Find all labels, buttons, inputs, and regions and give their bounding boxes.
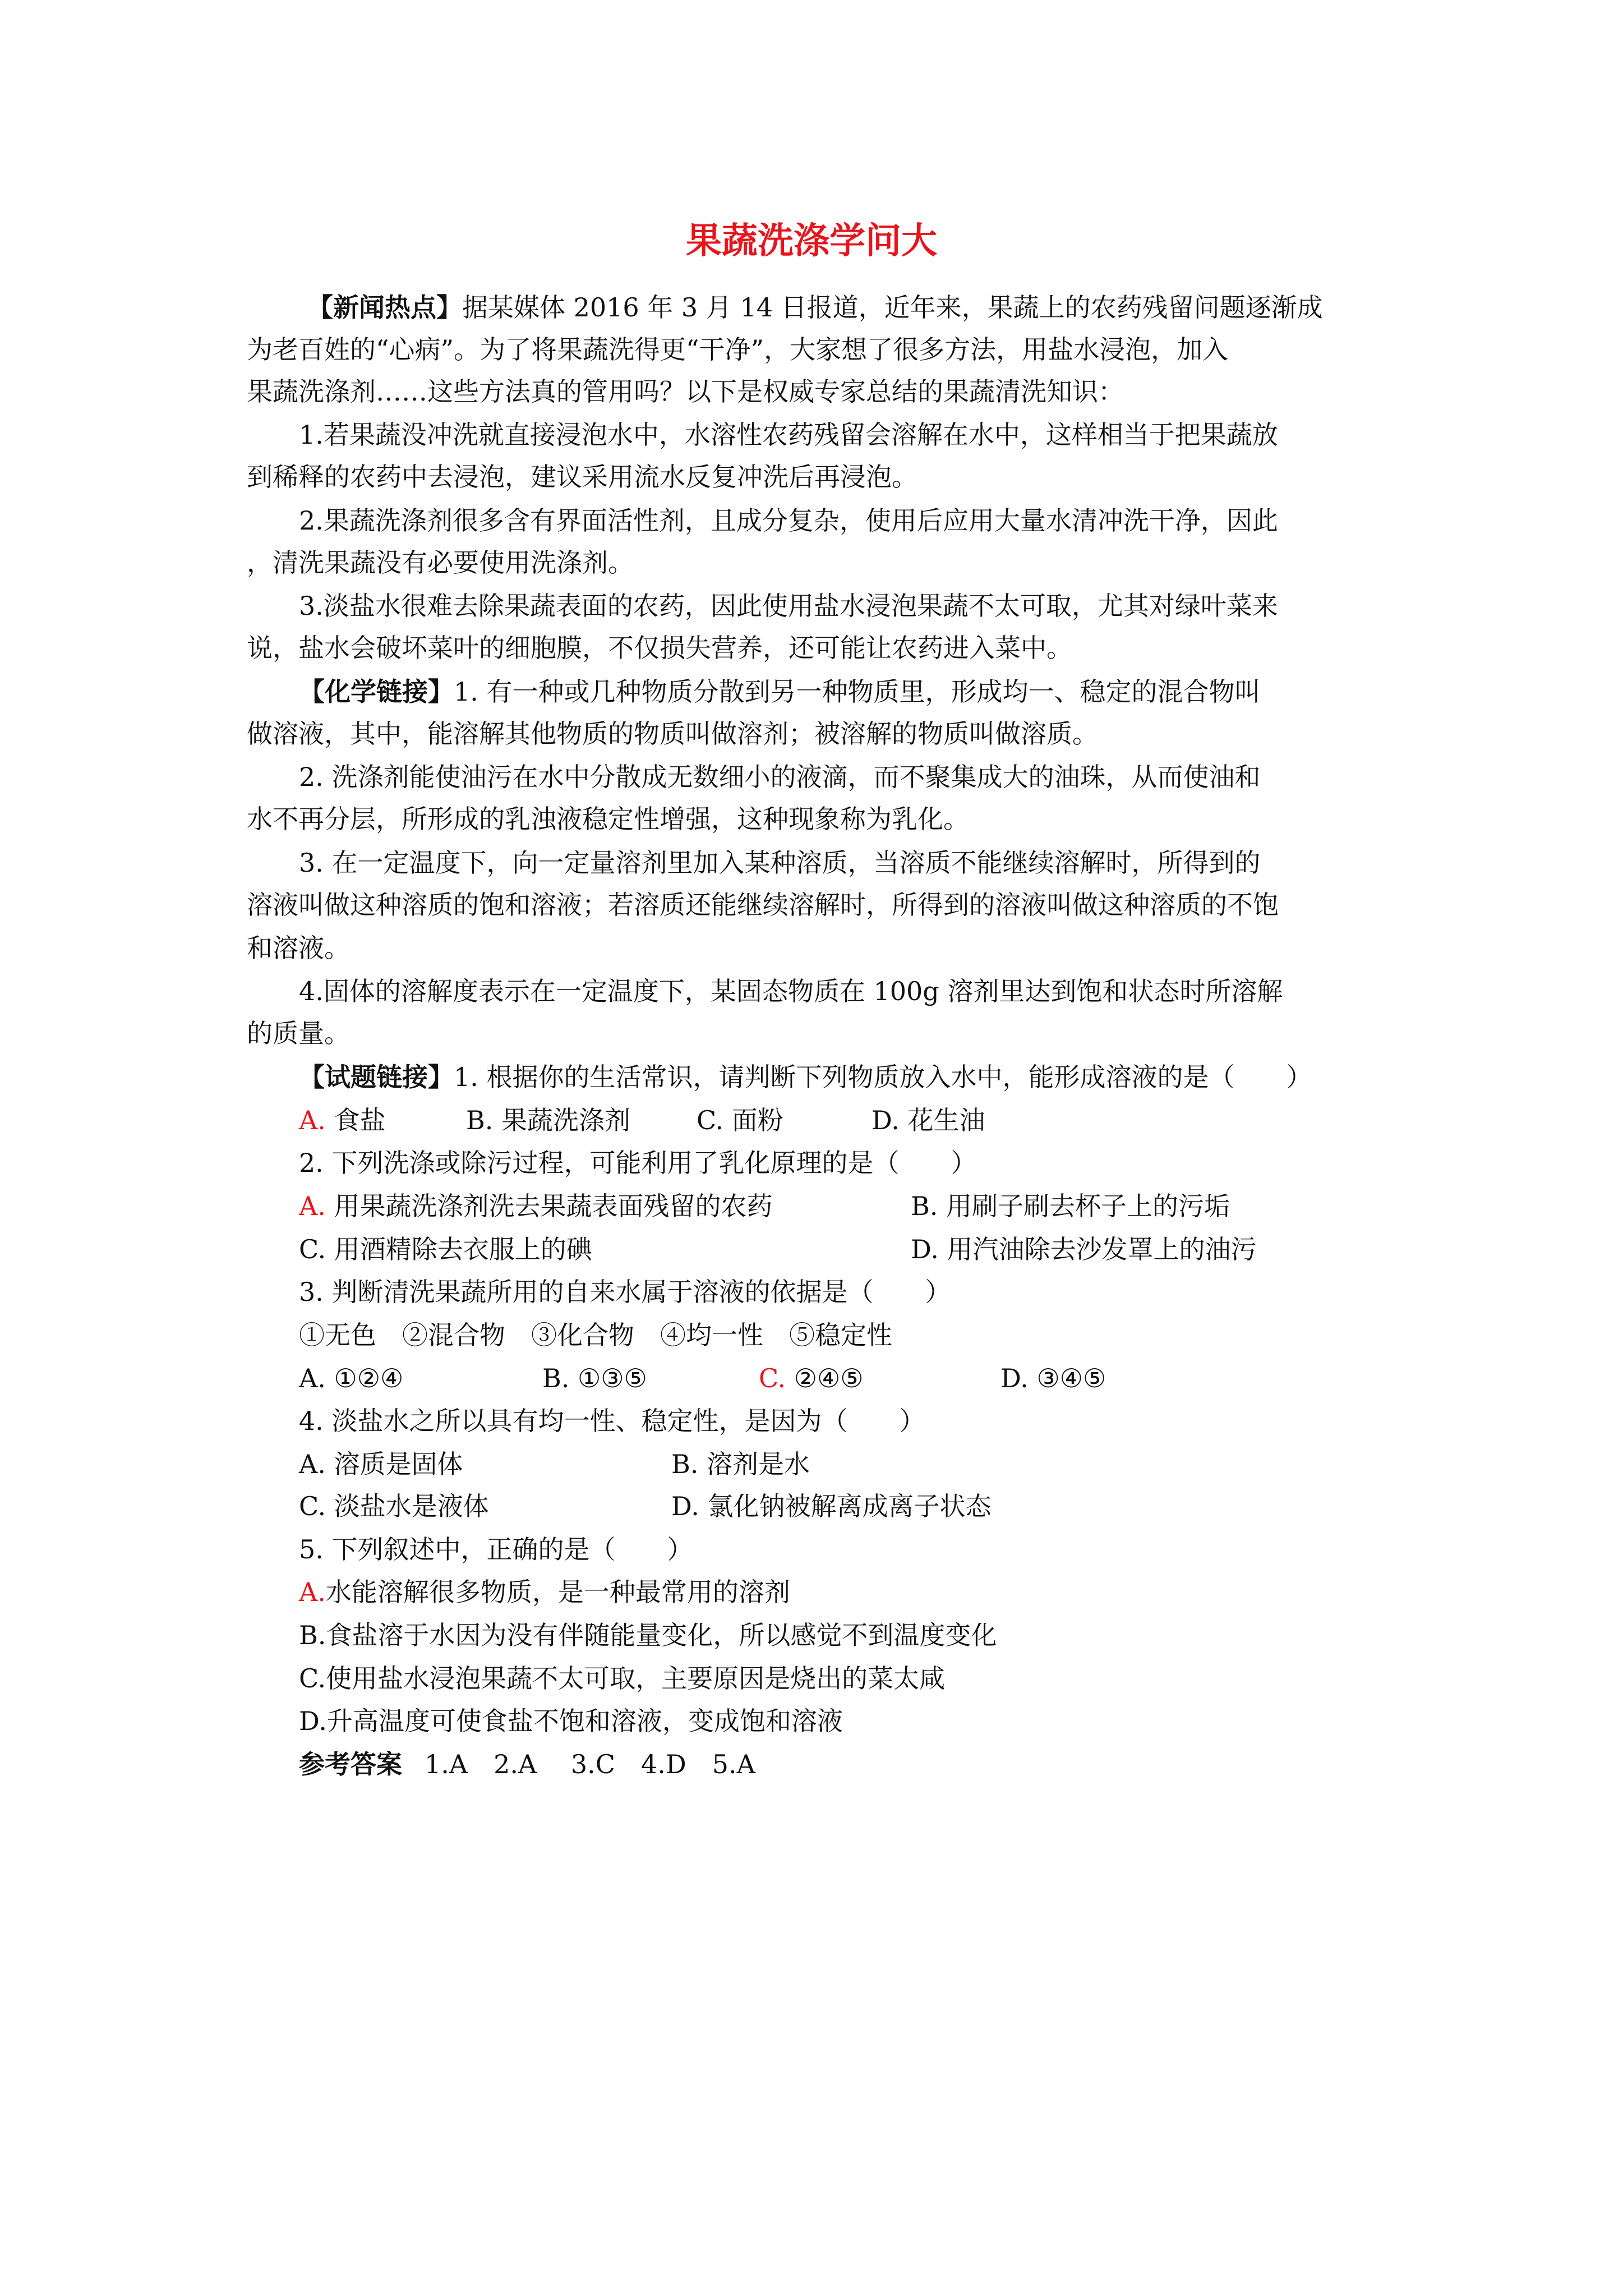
chem-paragraph-line: 溶液叫做这种溶质的饱和溶液；若溶质还能继续溶解时，所得到的溶液叫做这种溶质的不饱 [247,890,1279,920]
news-point-line: ，清洗果蔬没有必要使用洗涤剂。 [247,547,634,578]
quiz-tag: 【试题链接】 [299,1062,454,1092]
q2-option-a: A. 用果蔬洗涤剂洗去果蔬表面残留的农药 [299,1191,773,1221]
q3-option-d: D. ③④⑤ [1000,1363,1106,1393]
answer-key-text: 1.A 2.A 3.C 4.D 5.A [425,1749,755,1779]
q1-option-d: D. 花生油 [872,1105,985,1135]
q4-option-d: D. 氯化钠被解离成离子状态 [671,1491,992,1521]
q2-option-b: B. 用刷子刷去杯子上的污垢 [911,1191,1230,1221]
news-point-line: 2.果蔬洗涤剂很多含有界面活性剂，且成分复杂，使用后应用大量水清冲洗干净，因此 [299,505,1278,536]
news-text: 据某媒体 2016 年 3 月 14 日报道，近年来，果蔬上的农药残留问题逐渐成 [462,292,1323,323]
chem-paragraph-line: 3. 在一定温度下，向一定量溶剂里加入某种溶质，当溶质不能继续溶解时，所得到的 [299,848,1261,878]
chem-paragraph-line [299,675,1261,708]
answer-letter: A. [299,1191,326,1221]
q3-items: ①无色 ②混合物 ③化合物 ④均一性 ⑤稳定性 [299,1320,892,1350]
quiz-question-4: 4. 淡盐水之所以具有均一性、稳定性，是因为（ ） [299,1406,925,1436]
quiz-question-1 [299,1060,1312,1094]
q4-option-a: A. 溶质是固体 [299,1449,463,1479]
q3-option-b: B. ①③⑤ [542,1363,647,1393]
chem-paragraph-line: 做溶液，其中，能溶解其他物质的物质叫做溶剂；被溶解的物质叫做溶质。 [247,719,1098,749]
quiz-question-3: 3. 判断清洗果蔬所用的自来水属于溶液的依据是（ ） [299,1277,951,1307]
q5-option-c: C.使用盐水浸泡果蔬不太可取，主要原因是烧出的菜太咸 [299,1663,946,1694]
answer-letter: A. [299,1105,326,1135]
news-point-line: 3.淡盐水很难去除果蔬表面的农药，因此使用盐水浸泡果蔬不太可取，尤其对绿叶菜来 [299,591,1278,621]
q2-option-c: C. 用酒精除去衣服上的碘 [299,1234,592,1264]
news-point-line: 到稀释的农药中去浸泡，建议采用流水反复冲洗后再浸泡。 [247,462,917,492]
chem-paragraph-line: 2. 洗涤剂能使油污在水中分散成无数细小的液滴，而不聚集成大的油珠，从而使油和 [299,762,1261,792]
answer-key-label: 参考答案 [299,1749,402,1779]
news-paragraph-line [307,291,1323,324]
news-paragraph-line: 果蔬洗涤剂……这些方法真的管用吗？以下是权威专家总结的果蔬清洗知识： [247,376,1124,407]
q3-option-a: A. ①②④ [299,1363,404,1393]
chem-paragraph-line: 4.固体的溶解度表示在一定温度下，某固态物质在 100g 溶剂里达到饱和状态时所溶解 [299,976,1283,1006]
news-paragraph-line: 为老百姓的“心病”。为了将果蔬洗得更“干净”，大家想了很多方法，用盐水浸泡，加入 [247,334,1229,365]
q5-option-b: B.食盐溶于水因为没有伴随能量变化，所以感觉不到温度变化 [299,1620,997,1650]
chem-paragraph-line: 水不再分层，所形成的乳浊液稳定性增强，这种现象称为乳化。 [247,804,969,834]
news-point-line: 说，盐水会破坏菜叶的细胞膜，不仅损失营养，还可能让农药进入菜中。 [247,633,1072,663]
chem-text: 1. 有一种或几种物质分散到另一种物质里，形成均一、稳定的混合物叫 [454,677,1261,707]
q5-option-a: A.水能溶解很多物质，是一种最常用的溶剂 [299,1577,790,1607]
news-tag: 【新闻热点】 [307,292,462,323]
q4-option-b: B. 溶剂是水 [671,1449,810,1479]
answer-letter: A. [299,1577,326,1607]
quiz-question-5: 5. 下列叙述中，正确的是（ ） [299,1534,693,1565]
q1-option-b: B. 果蔬洗涤剂 [466,1105,631,1135]
q4-option-c: C. 淡盐水是液体 [299,1491,489,1521]
q1-option-c: C. 面粉 [697,1105,783,1135]
answer-key [299,1747,755,1781]
q3-option-c: C. ②④⑤ [759,1363,864,1393]
q5-option-d: D.升高温度可使食盐不饱和溶液，变成饱和溶液 [299,1706,843,1736]
document-title: 果蔬洗涤学问大 [686,220,937,262]
chem-tag: 【化学链接】 [299,677,454,707]
q2-option-d: D. 用汽油除去沙发罩上的油污 [911,1234,1257,1264]
answer-letter: C. [759,1363,786,1393]
quiz-question-2: 2. 下列洗涤或除污过程，可能利用了乳化原理的是（ ） [299,1148,977,1178]
news-point-line: 1.若果蔬没冲洗就直接浸泡水中，水溶性农药残留会溶解在水中，这样相当于把果蔬放 [299,420,1278,450]
chem-paragraph-line: 的质量。 [247,1018,350,1048]
question-text: 1. 根据你的生活常识，请判断下列物质放入水中，能形成溶液的是（ ） [454,1062,1312,1092]
chem-paragraph-line: 和溶液。 [247,933,350,963]
q1-option-a: A. 食盐 [299,1105,386,1135]
